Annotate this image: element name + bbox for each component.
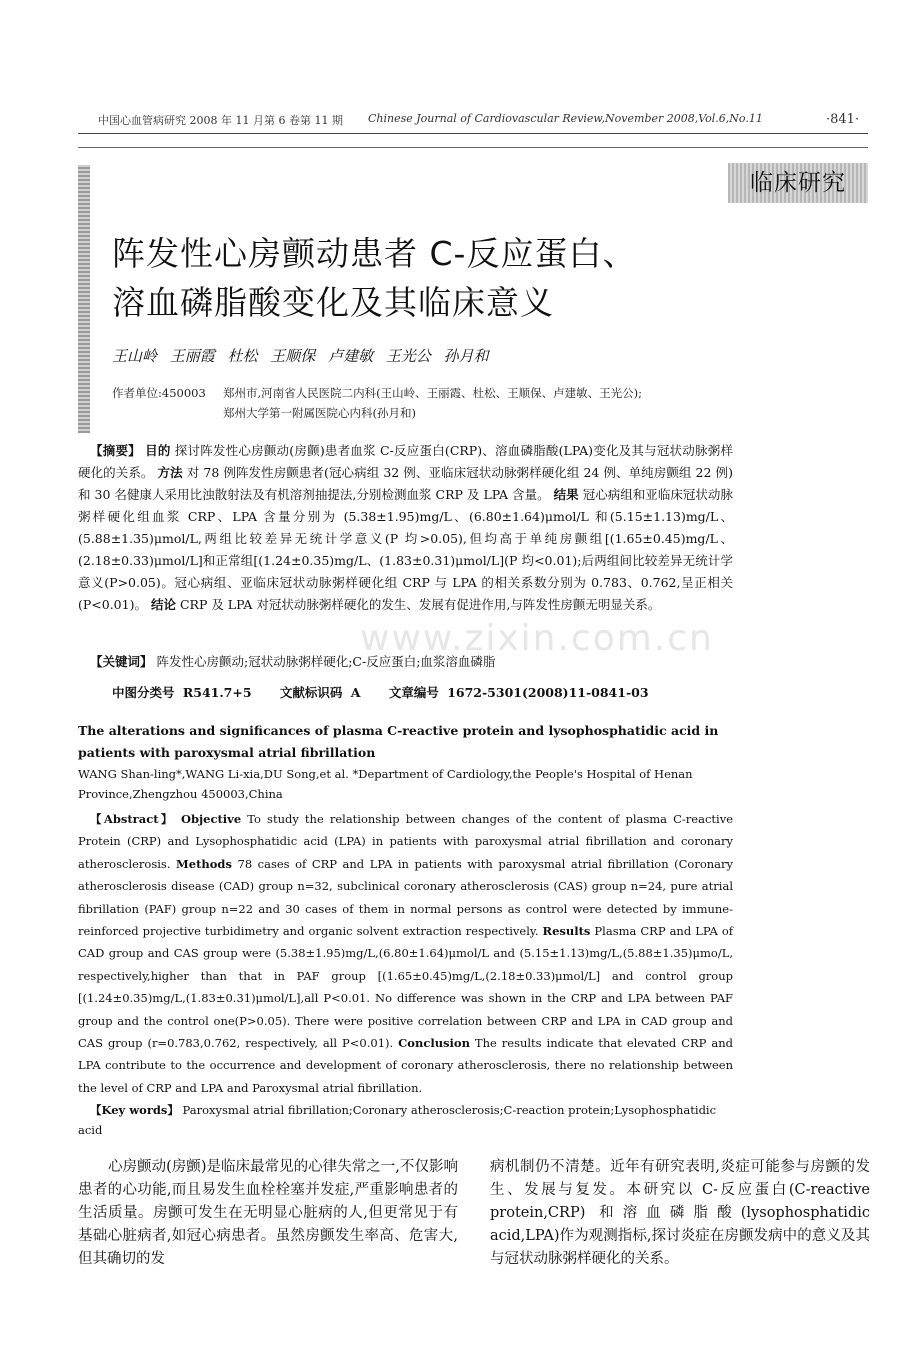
methods-text: 对 78 例阵发性房颤患者(冠心病组 32 例、亚临床冠状动脉粥样硬化组 24 例、单纯房颤组 22 例)和 30 名健康人采用比浊散射法及有机溶剂抽提法,分别检测血浆 CRP 及 LPA 含量。	[78, 465, 733, 502]
abstract-cn	[78, 440, 733, 616]
objective-label: 目的	[145, 443, 171, 458]
abstract-label-en: 【Abstract】	[90, 812, 175, 826]
affiliation-label: 作者单位:450003	[112, 386, 206, 400]
keywords-text-en: Paroxysmal atrial fibrillation;Coronary atherosclerosis;C-reaction protein;Lysophosphatidic acid	[78, 1103, 717, 1137]
abstract-label: 【摘要】	[90, 443, 141, 458]
results-text: 冠心病组和亚临床冠状动脉粥样硬化组血浆 CRP、LPA 含量分别为 (5.38±1.95)mg/L、(6.80±1.64)μmol/L 和(5.15±1.13)mg/L、(5.88±1.35)μmol/L,两组比较差异无统计学意义(P 均>0.05),但均高于单纯房颤组[(1.65±0.45)mg/L、(2.18±0.33)μmol/L]和正常组[(1.24±0.35)mg/L、(1.83±0.31)μmol/L](P 均<0.01);后两组间比较差异无统计学意义(P>0.05)。冠心病组、亚临床冠状动脉粥样硬化组 CRP 与 LPA 的相关系数分别为 0.783、0.762,呈正相关(P<0.01)。	[78, 487, 733, 612]
conclusion-text: CRP 及 LPA 对冠状动脉粥样硬化的发生、发展有促进作用,与阵发性房颤无明显关系。	[179, 597, 661, 612]
decorative-sidebar	[78, 165, 90, 433]
keywords-text: 阵发性心房颤动;冠状动脉粥样硬化;C-反应蛋白;血浆溶血磷脂	[156, 654, 496, 669]
objective-text: 探讨阵发性心房颤动(房颤)患者血浆 C-反应蛋白(CRP)、溶血磷脂酸(LPA)变化及其与冠状动脉粥样硬化的关系。	[78, 443, 733, 480]
keywords-en	[78, 1100, 733, 1140]
english-authors: WANG Shan-ling*,WANG Li-xia,DU Song,et al. *Department of Cardiology,the People's Hospital of Henan Province,Zhengzhou 450003,China	[78, 767, 693, 801]
running-header-en: Chinese Journal of Cardiovascular Review,November 2008,Vol.6,No.11	[368, 112, 763, 125]
results-label: 结果	[553, 487, 579, 502]
article-title-line1: 阵发性心房颤动患者 C-反应蛋白、	[112, 234, 637, 273]
methods-label: 方法	[157, 465, 183, 480]
classification-line	[112, 683, 669, 701]
abstract-en	[78, 808, 733, 1099]
keywords-label-en: 【Key words】	[90, 1103, 179, 1117]
methods-text-en: 78 cases of CRP and LPA in patients with paroxysmal atrial fibrillation (Coronary atherosclerosis disease (CAD) group n=32, subclinical coronary atherosclerosis (CAS) group n=24, pure atrial fibrillation (PAF) group n=22 and 30 cases of them in normal persons as control were detected by immune-reinforced projective turbidimetry and organic solvent extraction respectively.	[78, 856, 734, 939]
header-rule-thin	[78, 147, 868, 148]
body-column-right: 病机制仍不清楚。近年有研究表明,炎症可能参与房颤的发生、发展与复发。本研究以 C-反应蛋白(C-reactive protein,CRP) 和溶血磷脂酸(lysophosphatidic acid,LPA)作为观测指标,探讨炎症在房颤发病中的意义及其与冠状动脉粥样硬化的关系。	[490, 1159, 870, 1267]
keywords-label: 【关键词】	[90, 654, 153, 669]
conclusion-label-en: Conclusion	[398, 1036, 470, 1051]
affiliation-line: 郑州大学第一附属医院心内科(孙月和)	[223, 406, 416, 420]
article-title-line2: 溶血磷脂酸变化及其临床意义	[112, 283, 554, 322]
conclusion-text-en: The results indicate that elevated CRP and LPA contribute to the occurrence and development of coronary atherosclerosis, there no relationship between the level of CRP and LPA and Paroxysmal atrial fibrillation.	[78, 1036, 734, 1095]
section-tag: 临床研究	[728, 163, 868, 203]
keywords-cn	[90, 652, 495, 670]
objective-label-en: Objective	[180, 812, 242, 826]
header-rule	[78, 133, 868, 134]
results-text-en: Plasma CRP and LPA of CAD group and CAS group were (5.38±1.95)mg/L,(6.80±1.64)μmol/L and (5.15±1.13)mg/L,(5.88±1.35)μmo/L, respectively,higher than that in PAF group [(1.65±0.45)mg/L,(2.18±0.33)μmol/L] and control group [(1.24±0.35)mg/L,(1.83±0.31)μmol/L],all P<0.01. No difference was shown in the CRP and LPA between PAF group and the control one(P>0.05). There were positive correlation between CRP and LPA in CAD group and CAS group (r=0.783,0.762, respectively, all P<0.01).	[78, 924, 734, 1051]
document-code: 文献标识码 A	[279, 685, 361, 700]
article-number: 文章编号 1672-5301(2008)11-0841-03	[388, 685, 649, 700]
english-title: The alterations and significances of plasma C-reactive protein and lysophosphatidic acid in patients with paroxysmal atrial fibrillation	[78, 723, 719, 760]
running-header-cn: 中国心血管病研究 2008 年 11 月第 6 卷第 11 期	[98, 114, 343, 127]
objective-text-en: To study the relationship between changes of the content of plasma C-reactive Protein (CRP) and Lysophosphatidic acid (LPA) in patients with paroxysmal atrial fibrillation and coronary atherosclerosis.	[78, 812, 734, 871]
page-number: ·841·	[826, 112, 860, 127]
watermark: www.zixin.com.cn	[360, 618, 714, 659]
author-list: 王山岭 王丽霞 杜松 王顺保 卢建敏 王光公 孙月和	[112, 347, 489, 365]
conclusion-label: 结论	[150, 597, 176, 612]
clc-number: 中图分类号 R541.7+5	[112, 685, 252, 700]
body-column-left: 心房颤动(房颤)是临床最常见的心律失常之一,不仅影响患者的心功能,而且易发生血栓栓塞并发症,严重影响患者的生活质量。房颤可发生在无明显心脏病的人,但更常见于有基础心脏病者,如冠心病患者。虽然房颤发生率高、危害大,但其确切的发	[78, 1159, 458, 1267]
methods-label-en: Methods	[176, 856, 232, 871]
affiliation-line: 郑州市,河南省人民医院二内科(王山岭、王丽霞、杜松、王顺保、卢建敏、王光公);	[223, 386, 642, 400]
results-label-en: Results	[542, 924, 591, 939]
